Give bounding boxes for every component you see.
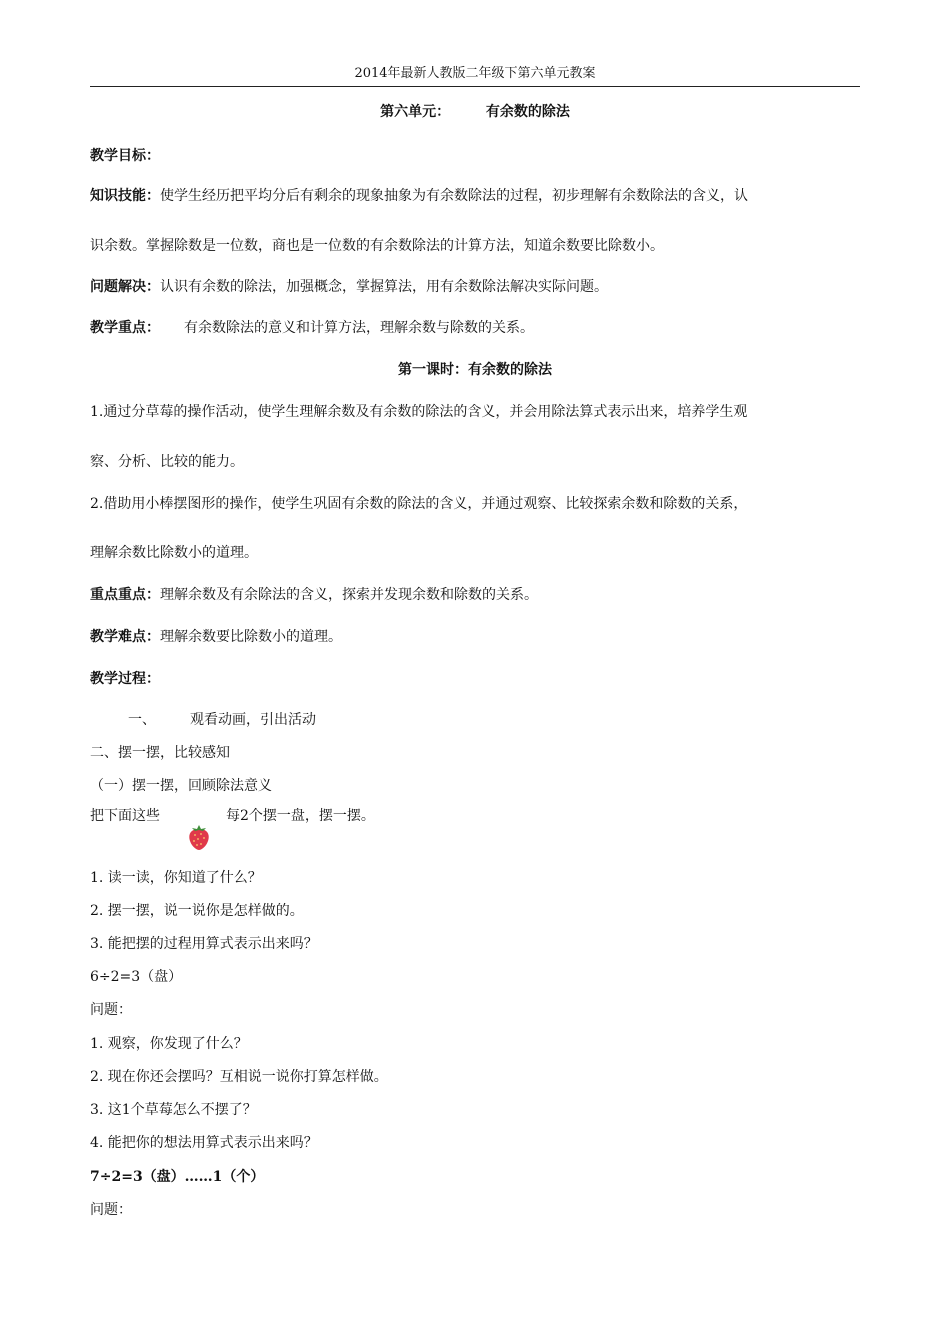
question-6: 3. 这1个草莓怎么不摆了？ [90, 1102, 257, 1118]
question-7: 4. 能把你的想法用算式表示出来吗？ [90, 1135, 318, 1151]
question-3: 3. 能把摆的过程用算式表示出来吗？ [90, 936, 318, 952]
difficulty-text: 理解余数要比除数小的道理。 [160, 629, 342, 645]
focus-text: 理解余数及有余除法的含义，探索并发现余数和除数的关系。 [160, 587, 538, 603]
page-header: 2014年最新人教版二年级下第六单元教案 [90, 62, 860, 87]
knowledge-skills [90, 186, 748, 206]
focus-points [90, 585, 538, 605]
process-heading: 教学过程： [90, 671, 160, 687]
equation-1: 6÷2=3（盘） [90, 969, 183, 985]
question-1: 1. 读一读，你知道了什么？ [90, 870, 262, 886]
unit-title [90, 102, 860, 122]
objective-1: 1.通过分草莓的操作活动，使学生理解余数及有余数的除法的含义，并会用除法算式表示出来，培养学生观 [90, 404, 748, 420]
teaching-key-points [90, 318, 534, 338]
unit-title-text: 有余数的除法 [485, 104, 570, 120]
objective-2: 2.借助用小棒摆图形的操作，使学生巩固有余数的除法的含义，并通过观察、比较探索余数和除数的关系， [90, 496, 748, 512]
process-step-1 [90, 710, 316, 730]
key-text: 有余数除法的意义和计算方法，理解余数与除数的关系。 [184, 320, 534, 336]
instruction-line [90, 806, 375, 826]
questions-label: 问题： [90, 1002, 132, 1018]
strawberry-icon [186, 823, 212, 851]
instruction-part-b: 每2个摆一盘，摆一摆。 [226, 808, 375, 824]
instruction-part-a: 把下面这些 [90, 808, 160, 824]
goals-heading: 教学目标： [90, 148, 160, 164]
knowledge-label: 知识技能： [90, 188, 160, 204]
step1-text: 观看动画，引出活动 [190, 712, 316, 728]
unit-title-label: 第六单元： [380, 104, 451, 120]
objective-2-cont: 理解余数比除数小的道理。 [90, 545, 258, 561]
equation-2: 7÷2=3（盘）……1（个） [90, 1169, 265, 1185]
problem-text: 认识有余数的除法，加强概念，掌握算法，用有余数除法解决实际问题。 [160, 279, 608, 295]
objective-1-cont: 察、分析、比较的能力。 [90, 454, 244, 470]
focus-label: 重点重点： [90, 587, 160, 603]
key-label: 教学重点： [90, 320, 160, 336]
question-5: 2. 现在你还会摆吗？互相说一说你打算怎样做。 [90, 1069, 388, 1085]
process-step-2: 二、摆一摆，比较感知 [90, 745, 230, 761]
difficulty-points [90, 627, 342, 647]
lesson1-title: 第一课时：有余数的除法 [398, 362, 552, 378]
knowledge-text: 使学生经历把平均分后有剩余的现象抽象为有余数除法的过程，初步理解有余数除法的含义，认 [160, 188, 748, 204]
process-sub-1: （一）摆一摆，回顾除法意义 [90, 778, 272, 794]
step1-number: 一、 [128, 712, 156, 728]
difficulty-label: 教学难点： [90, 629, 160, 645]
problem-label: 问题解决： [90, 279, 160, 295]
problem-solving [90, 277, 608, 297]
question-2: 2. 摆一摆，说一说你是怎样做的。 [90, 903, 304, 919]
questions-label-2: 问题： [90, 1202, 132, 1218]
question-4: 1. 观察，你发现了什么？ [90, 1036, 248, 1052]
knowledge-text-cont: 识余数。掌握除数是一位数，商也是一位数的有余数除法的计算方法，知道余数要比除数小。 [90, 238, 664, 254]
